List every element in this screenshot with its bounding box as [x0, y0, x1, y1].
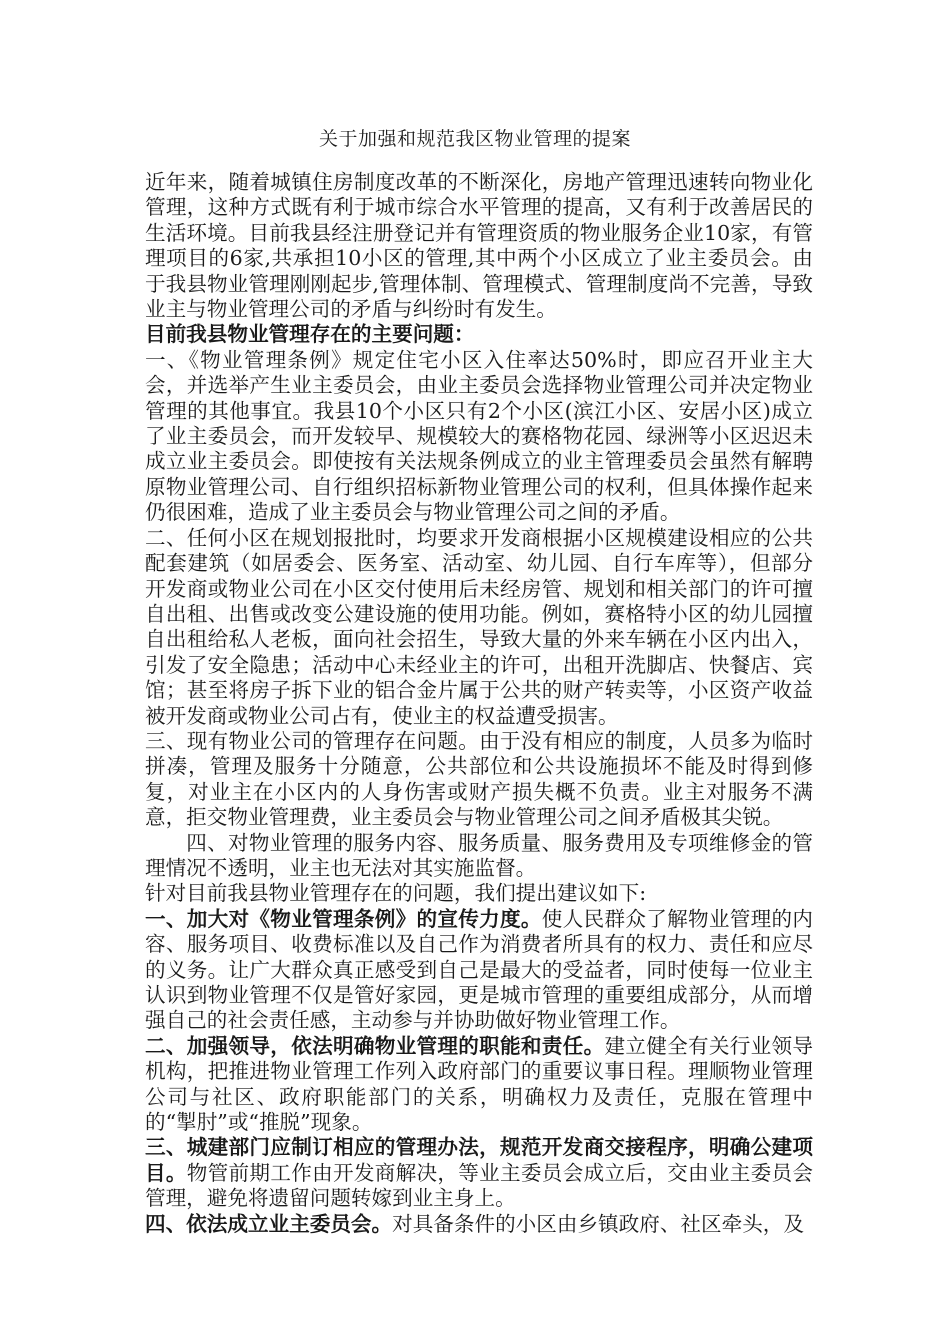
document-title: 关于加强和规范我区物业管理的提案 — [318, 128, 631, 150]
suggestion-lead: 四、依法成立业主委员会。 — [145, 1211, 393, 1236]
suggestion-lead: 二、加强领导，依法明确物业管理的职能和责任。 — [145, 1033, 605, 1058]
suggestions-intro: 针对目前我县物业管理存在的问题，我们提出建议如下: — [145, 881, 647, 906]
problem-item-1: 一、《物业管理条例》规定住宅小区入住率达50%时，即应召开业主大会，并选举产生业主委员会，由业主委员会选择物业管理公司并决定物业管理的其他事宜。我县10个小区只有2个小区(滨江小区、安居小区)成立了业主委员会，而开发较早、规模较大的赛格物花园、绿洲等小区迟迟未成立业主委员会。即使按有关法规条例成立的业主管理委员会虽然有解聘原物业管理公司、自行组织招标新物业管理公司的权利，但具体操作起来仍很困难，造成了业主委员会与物业管理公司之间的矛盾。 — [145, 347, 813, 525]
suggestion-text: 使人民群众了解物业管理的内容、服务项目、收费标准以及自己作为消费者所具有的权力、责任和应尽的义务。让广大群众真正感受到自己是最大的受益者，同时使每一位业主认识到物业管理不仅是管好家园，更是城市管理的重要组成部分，从而增强自己的社会责任感，主动参与并协助做好物业管理工作。 — [145, 906, 813, 1033]
suggestion-item-4 — [145, 1212, 813, 1237]
problems-heading: 目前我县物业管理存在的主要问题： — [145, 322, 475, 347]
suggestion-lead: 三、城建部门应制订相应的管理办法，规范开发商交接程序，明确公建项目。 — [145, 1135, 813, 1185]
document-body — [145, 170, 813, 1237]
problem-item-4: 四、对物业管理的服务内容、服务质量、服务费用及专项维修金的管理情况不透明，业主也无法对其实施监督。 — [145, 830, 813, 880]
suggestion-text: 对具备条件的小区由乡镇政府、社区牵头，及 — [392, 1211, 804, 1236]
suggestion-text: 物管前期工作由开发商解决，等业主委员会成立后，交由业主委员会管理，避免将遗留问题转嫁到业主身上。 — [145, 1160, 814, 1211]
suggestion-text: 建立健全有关行业领导机构，把推进物业管理工作列入政府部门的重要议事日程。理顺物业管理公司与社区、政府职能部门的关系，明确权力及责任，克服在管理中的“掣肘”或“推脱”现象。 — [145, 1033, 814, 1135]
problem-item-2: 二、任何小区在规划报批时，均要求开发商根据小区规模建设相应的公共配套建筑（如居委会、医务室、活动室、幼儿园、自行车库等），但部分开发商或物业公司在小区交付使用后未经房管、规划和相关部门的许可擅自出租、出售或改变公建设施的使用功能。例如，赛格特小区的幼儿园擅自出租给私人老板，面向社会招生，导致大量的外来车辆在小区内出入，引发了安全隐患；活动中心未经业主的许可，出租开洗脚店、快餐店、宾馆；甚至将房子拆下业的铝合金片属于公共的财产转卖等，小区资产收益被开发商或物业公司占有，使业主的权益遭受损害。 — [145, 525, 813, 728]
suggestion-item-3 — [145, 1135, 813, 1211]
intro-paragraph: 近年来，随着城镇住房制度改革的不断深化，房地产管理迅速转向物业化管理，这种方式既有利于城市综合水平管理的提高，又有利于改善居民的生活环境。目前我县经注册登记并有管理资质的物业服务企业10家，有管理项目的6家,共承担10小区的管理,其中两个小区成立了业主委员会。由于我县物业管理刚刚起步,管理体制、管理模式、管理制度尚不完善，导致业主与物业管理公司的矛盾与纠纷时有发生。 — [145, 170, 813, 322]
suggestion-item-2 — [145, 1034, 813, 1136]
problem-item-3: 三、现有物业公司的管理存在问题。由于没有相应的制度，人员多为临时拼凑，管理及服务十分随意，公共部位和公共设施损坏不能及时得到修复，对业主在小区内的人身伤害或财产损失概不负责。业主对服务不满意，拒交物业管理费，业主委员会与物业管理公司之间矛盾极其尖锐。 — [145, 728, 813, 830]
suggestion-lead: 一、加大对《物业管理条例》的宣传力度。 — [145, 906, 542, 931]
suggestion-item-1 — [145, 907, 813, 1034]
